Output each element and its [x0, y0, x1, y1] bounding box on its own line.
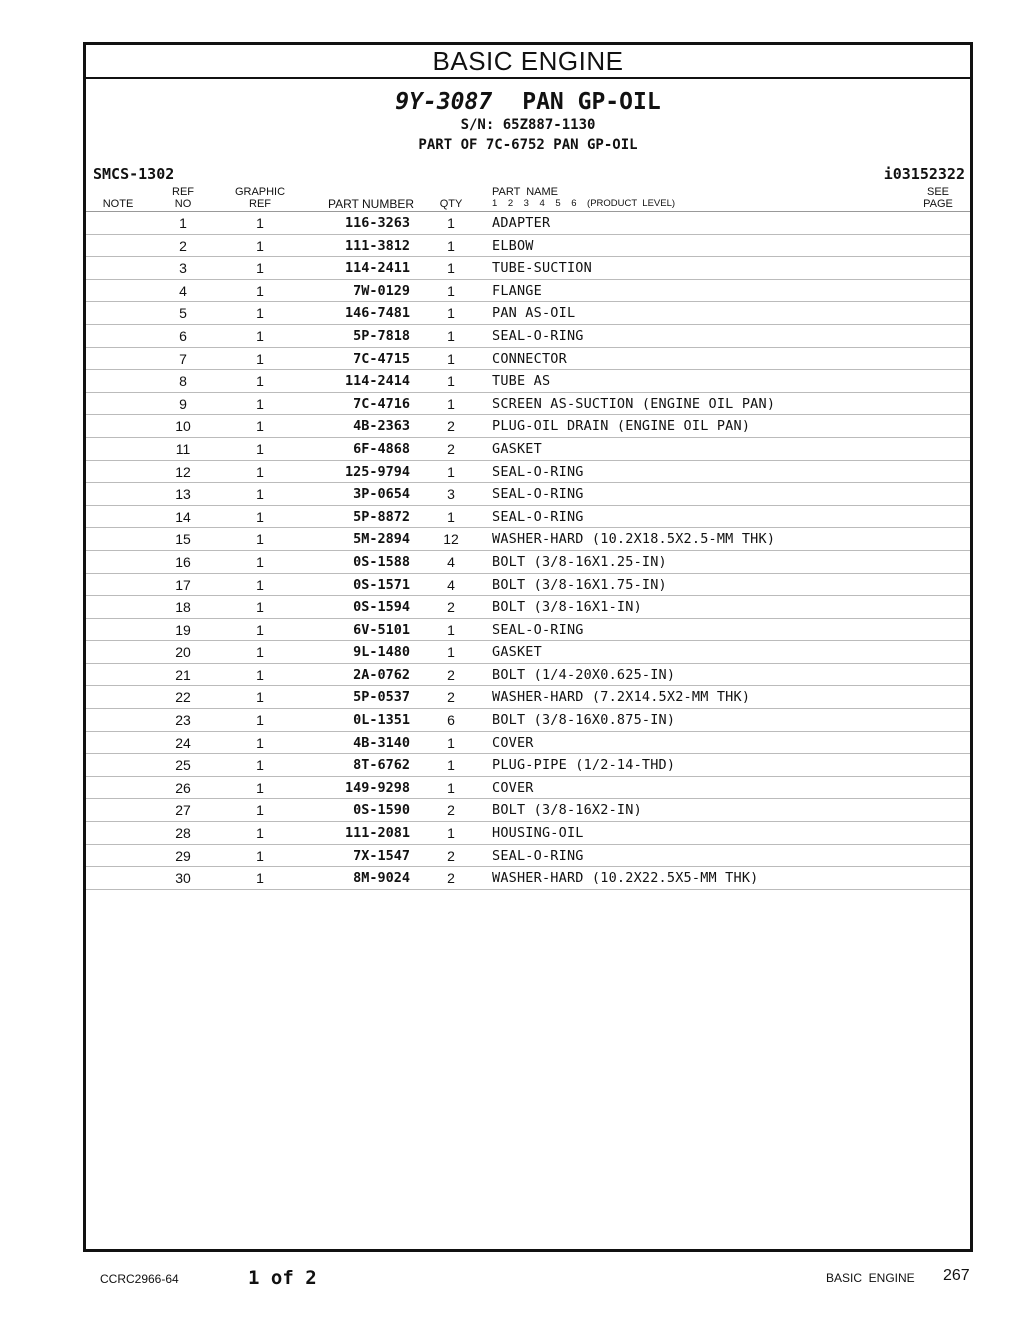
table-row [86, 528, 970, 551]
part-number: 5P-0537 [353, 689, 410, 706]
group-name: PAN GP-OIL [522, 89, 661, 115]
part-number: 7C-4716 [353, 395, 410, 412]
part-number: 5P-8872 [353, 508, 410, 525]
part-number: 0L-1351 [353, 712, 410, 729]
table-row [86, 280, 970, 303]
table-row [86, 799, 970, 822]
part-name: SEAL-O-RING [492, 621, 584, 638]
part-name: SEAL-O-RING [492, 847, 584, 864]
quantity: 1 [447, 825, 455, 842]
quantity: 2 [447, 870, 455, 887]
page-footer [0, 1266, 1020, 1290]
ref-number: 18 [175, 599, 191, 616]
table-row [86, 574, 970, 597]
part-name: WASHER-HARD (10.2X18.5X2.5-MM THK) [492, 531, 776, 548]
part-name: TUBE-SUCTION [492, 260, 592, 277]
graphic-ref: 1 [256, 350, 264, 367]
quantity: 2 [447, 689, 455, 706]
part-number: 2A-0762 [353, 666, 410, 683]
part-of-label: PART OF 7C-6752 PAN GP-OIL [418, 137, 638, 153]
catalog-page-frame [83, 42, 973, 1252]
ref-number: 8 [179, 373, 187, 390]
part-name: BOLT (3/8-16X1-IN) [492, 599, 642, 616]
quantity: 2 [447, 418, 455, 435]
quantity: 1 [447, 350, 455, 367]
table-row [86, 483, 970, 506]
quantity: 3 [447, 486, 455, 503]
part-number: 125-9794 [344, 463, 410, 480]
graphic-ref: 1 [256, 870, 264, 887]
col-part-number: PART NUMBER [327, 197, 414, 211]
ref-number: 24 [175, 734, 191, 751]
part-number: 9L-1480 [353, 644, 410, 661]
part-number: 7X-1547 [353, 847, 410, 864]
part-number: 114-2411 [344, 260, 410, 277]
illustration-id: i03152322 [883, 165, 965, 183]
graphic-ref: 1 [256, 802, 264, 819]
graphic-ref: 1 [256, 553, 264, 570]
table-row [86, 709, 970, 732]
part-name: BOLT (1/4-20X0.625-IN) [492, 666, 676, 683]
ref-number: 1 [179, 215, 187, 231]
graphic-ref: 1 [256, 599, 264, 616]
quantity: 1 [447, 373, 455, 390]
table-row [86, 348, 970, 371]
part-name: BOLT (3/8-16X0.875-IN) [492, 712, 676, 729]
graphic-ref: 1 [256, 237, 264, 254]
part-name: PLUG-OIL DRAIN (ENGINE OIL PAN) [492, 418, 751, 435]
table-row [86, 235, 970, 258]
table-row [86, 370, 970, 393]
table-row [86, 777, 970, 800]
part-name: FLANGE [492, 282, 542, 299]
table-row [86, 438, 970, 461]
ref-number: 20 [175, 644, 191, 661]
quantity: 1 [447, 757, 455, 774]
quantity: 1 [447, 260, 455, 277]
quantity: 1 [447, 327, 455, 344]
table-row [86, 686, 970, 709]
part-number: 111-3812 [344, 237, 410, 254]
section-title: BASIC ENGINE [86, 45, 970, 79]
graphic-ref: 1 [256, 418, 264, 435]
table-row [86, 461, 970, 484]
table-row [86, 325, 970, 348]
col-product-level: 1 2 3 4 5 6 (PRODUCT LEVEL) [492, 198, 676, 209]
part-number: 4B-2363 [353, 418, 410, 435]
ref-number: 19 [175, 621, 191, 638]
quantity: 1 [447, 305, 455, 322]
quantity: 1 [447, 779, 455, 796]
table-row [86, 415, 970, 438]
parts-table [86, 212, 970, 890]
part-name: TUBE AS [492, 373, 551, 390]
part-name: ADAPTER [492, 215, 551, 231]
table-row [86, 867, 970, 890]
quantity: 2 [447, 599, 455, 616]
table-row [86, 551, 970, 574]
quantity: 12 [443, 531, 459, 548]
part-name: WASHER-HARD (10.2X22.5X5-MM THK) [492, 870, 759, 887]
table-row [86, 754, 970, 777]
part-name: SEAL-O-RING [492, 463, 584, 480]
ref-number: 13 [175, 486, 191, 503]
graphic-ref: 1 [256, 215, 264, 231]
col-see-bottom: PAGE [923, 198, 953, 210]
graphic-ref: 1 [256, 712, 264, 729]
quantity: 4 [447, 576, 455, 593]
part-name: PAN AS-OIL [492, 305, 576, 322]
graphic-ref: 1 [256, 825, 264, 842]
part-number: 114-2414 [344, 373, 410, 390]
quantity: 2 [447, 847, 455, 864]
table-row [86, 506, 970, 529]
graphic-ref: 1 [256, 576, 264, 593]
table-row [86, 302, 970, 325]
graphic-ref: 1 [256, 373, 264, 390]
column-headers [86, 185, 970, 212]
graphic-ref: 1 [256, 327, 264, 344]
ref-number: 15 [175, 531, 191, 548]
table-row [86, 212, 970, 235]
graphic-ref: 1 [256, 282, 264, 299]
part-number: 116-3263 [344, 215, 410, 231]
part-name: HOUSING-OIL [492, 825, 584, 842]
part-number: 0S-1590 [353, 802, 410, 819]
col-part-name: PART NAME [492, 186, 559, 198]
part-name: SEAL-O-RING [492, 508, 584, 525]
part-number: 8M-9024 [353, 870, 410, 887]
col-gref-top: GRAPHIC [234, 186, 286, 198]
graphic-ref: 1 [256, 305, 264, 322]
table-row [86, 664, 970, 687]
part-number: 7C-4715 [353, 350, 410, 367]
ref-number: 5 [179, 305, 187, 322]
part-number: 0S-1588 [353, 553, 410, 570]
part-number: 5P-7818 [353, 327, 410, 344]
part-name: BOLT (3/8-16X1.25-IN) [492, 553, 667, 570]
page-of: 1 of 2 [248, 1267, 317, 1289]
ref-number: 6 [179, 327, 187, 344]
table-row [86, 257, 970, 280]
ref-number: 12 [175, 463, 191, 480]
graphic-ref: 1 [256, 779, 264, 796]
document-code: CCRC2966-64 [100, 1272, 179, 1286]
part-number: 6F-4868 [353, 440, 410, 457]
group-header [86, 89, 970, 155]
part-number: 0S-1571 [353, 576, 410, 593]
part-number: 3P-0654 [353, 486, 410, 503]
part-number: 4B-3140 [353, 734, 410, 751]
quantity: 6 [447, 712, 455, 729]
ref-number: 7 [179, 350, 187, 367]
quantity: 1 [447, 508, 455, 525]
ref-number: 11 [175, 440, 191, 457]
table-row [86, 619, 970, 642]
graphic-ref: 1 [256, 463, 264, 480]
ref-number: 22 [175, 689, 191, 706]
ref-number: 26 [175, 779, 191, 796]
table-row [86, 822, 970, 845]
ref-number: 16 [175, 553, 191, 570]
graphic-ref: 1 [256, 666, 264, 683]
col-gref-bottom: REF [249, 198, 271, 210]
part-name: GASKET [492, 440, 542, 457]
graphic-ref: 1 [256, 757, 264, 774]
col-see-top: SEE [926, 186, 949, 198]
quantity: 1 [447, 734, 455, 751]
graphic-ref: 1 [256, 734, 264, 751]
quantity: 2 [447, 802, 455, 819]
part-name: BOLT (3/8-16X1.75-IN) [492, 576, 667, 593]
part-number: 149-9298 [344, 779, 410, 796]
table-row [86, 393, 970, 416]
part-name: SCREEN AS-SUCTION (ENGINE OIL PAN) [492, 395, 776, 412]
table-row [86, 596, 970, 619]
group-title [86, 89, 970, 115]
ref-number: 29 [175, 847, 191, 864]
quantity: 1 [447, 395, 455, 412]
ref-number: 17 [175, 576, 191, 593]
table-row [86, 641, 970, 664]
ref-number: 10 [175, 418, 191, 435]
quantity: 2 [447, 440, 455, 457]
quantity: 1 [447, 644, 455, 661]
quantity: 4 [447, 553, 455, 570]
graphic-ref: 1 [256, 440, 264, 457]
quantity: 2 [447, 666, 455, 683]
part-number: 5M-2894 [353, 531, 410, 548]
page-number: 267 [943, 1267, 970, 1284]
ref-number: 14 [175, 508, 191, 525]
ref-number: 23 [175, 712, 191, 729]
graphic-ref: 1 [256, 508, 264, 525]
ref-number: 28 [175, 825, 191, 842]
graphic-ref: 1 [256, 847, 264, 864]
table-row [86, 732, 970, 755]
ref-number: 27 [175, 802, 191, 819]
part-name: COVER [492, 779, 534, 796]
ref-number: 3 [179, 260, 187, 277]
graphic-ref: 1 [256, 689, 264, 706]
quantity: 1 [447, 237, 455, 254]
quantity: 1 [447, 215, 455, 231]
serial-number: S/N: 65Z887-1130 [460, 117, 596, 133]
col-qty: QTY [439, 198, 463, 210]
graphic-ref: 1 [256, 644, 264, 661]
col-note: NOTE [102, 198, 134, 210]
part-number: 6V-5101 [353, 621, 410, 638]
ref-number: 9 [179, 395, 187, 412]
smcs-code: SMCS-1302 [93, 165, 175, 183]
graphic-ref: 1 [256, 621, 264, 638]
part-name: CONNECTOR [492, 350, 567, 367]
part-name: SEAL-O-RING [492, 327, 584, 344]
footer-section: BASIC ENGINE [826, 1271, 915, 1285]
part-number: 146-7481 [344, 305, 410, 322]
part-name: COVER [492, 734, 534, 751]
col-ref-top: REF [172, 186, 194, 198]
part-number: 111-2081 [344, 825, 410, 842]
graphic-ref: 1 [256, 486, 264, 503]
graphic-ref: 1 [256, 395, 264, 412]
quantity: 1 [447, 463, 455, 480]
part-name: ELBOW [492, 237, 534, 254]
ref-number: 2 [179, 237, 187, 254]
part-number: 0S-1594 [353, 599, 410, 616]
graphic-ref: 1 [256, 260, 264, 277]
part-name: WASHER-HARD (7.2X14.5X2-MM THK) [492, 689, 751, 706]
ref-number: 21 [175, 666, 191, 683]
part-number: 8T-6762 [353, 757, 410, 774]
quantity: 1 [447, 282, 455, 299]
ref-number: 25 [175, 757, 191, 774]
part-name: GASKET [492, 644, 542, 661]
table-row [86, 845, 970, 868]
part-name: PLUG-PIPE (1/2-14-THD) [492, 757, 676, 774]
group-number: 9Y-3087 [395, 89, 493, 115]
quantity: 1 [447, 621, 455, 638]
ref-number: 30 [175, 870, 191, 887]
graphic-ref: 1 [256, 531, 264, 548]
ref-number: 4 [179, 282, 187, 299]
smcs-row [86, 163, 970, 185]
part-name: SEAL-O-RING [492, 486, 584, 503]
part-number: 7W-0129 [353, 282, 410, 299]
col-ref-bottom: NO [174, 198, 192, 210]
part-name: BOLT (3/8-16X2-IN) [492, 802, 642, 819]
